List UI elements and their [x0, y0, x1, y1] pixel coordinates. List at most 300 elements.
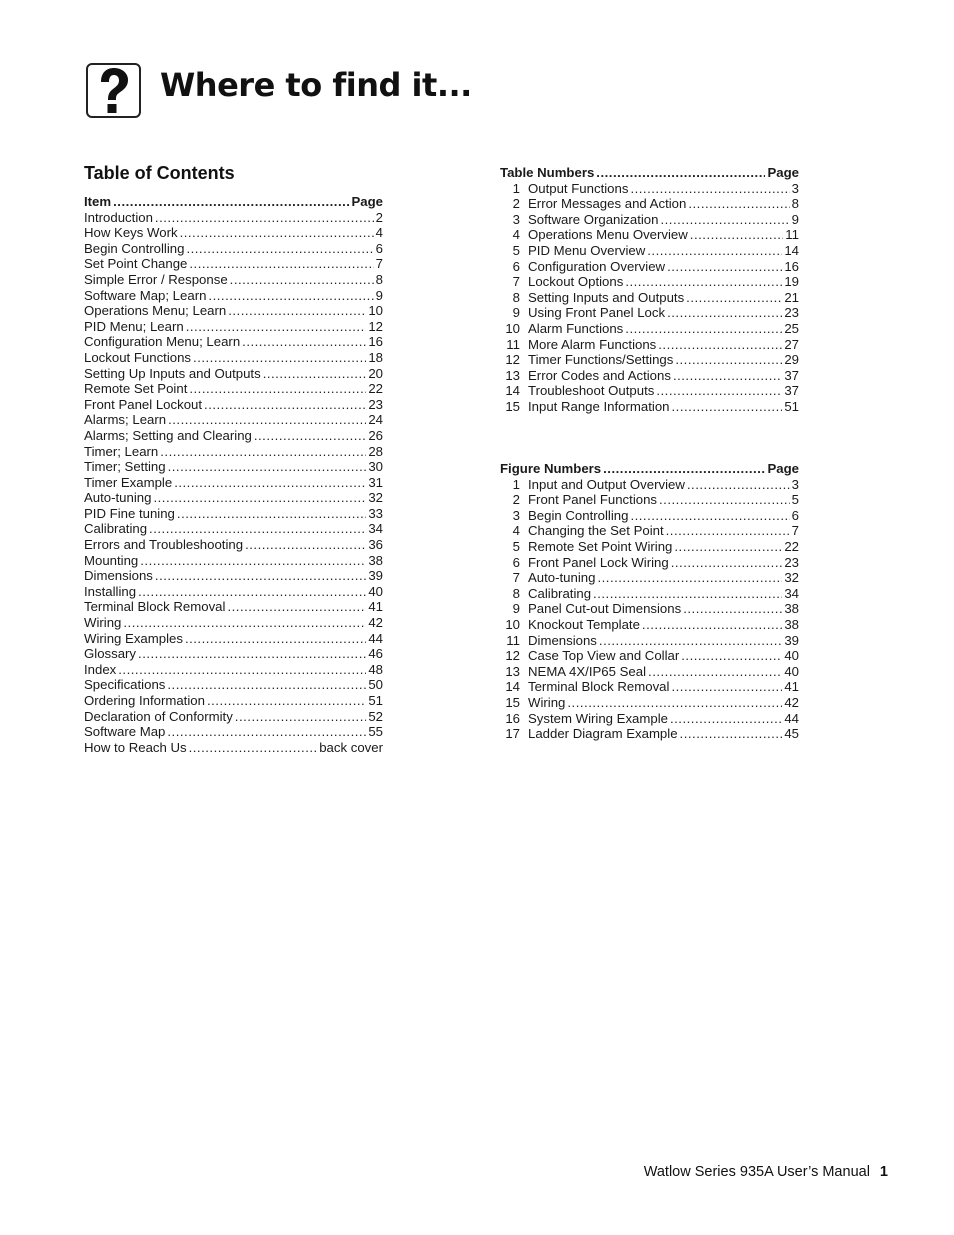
entry-label: Input Range Information	[528, 398, 670, 414]
dot-leader	[647, 243, 782, 259]
table-page-column-header: Page	[767, 165, 799, 180]
figure-entry	[500, 523, 799, 539]
entry-number: 2	[512, 196, 520, 212]
entry-page: 16	[784, 258, 799, 274]
entry-label: Mounting	[84, 552, 139, 568]
entry-label: Front Panel Lockout	[84, 396, 203, 412]
entry-number: 7	[512, 274, 520, 290]
entry-label: Software Organization	[528, 211, 659, 227]
dot-leader	[660, 212, 789, 228]
figure-entry	[500, 664, 799, 680]
entry-page: 50	[368, 677, 383, 693]
toc-entry	[84, 225, 383, 241]
figure-numbers-column-header: Figure Numbers	[500, 461, 602, 476]
entry-number: 12	[505, 648, 520, 664]
entry-page: 52	[368, 708, 383, 724]
entry-label: NEMA 4X/IP65 Seal	[528, 663, 647, 679]
table-numbers-column-header: Table Numbers	[500, 165, 595, 180]
entry-page: 4	[375, 225, 383, 241]
entry-label: Error Codes and Actions	[528, 367, 671, 383]
entry-label: Output Functions	[528, 180, 629, 196]
dot-leader	[204, 397, 366, 413]
figure-entry	[500, 570, 799, 586]
entry-page: 32	[784, 570, 799, 586]
entry-page: 24	[368, 412, 383, 428]
entry-page: 2	[375, 209, 383, 225]
entry-label: Index	[84, 661, 117, 677]
entry-page: 18	[368, 349, 383, 365]
dot-leader	[177, 506, 366, 522]
figure-entry	[500, 695, 799, 711]
dot-leader	[189, 740, 318, 756]
dot-leader	[597, 570, 782, 586]
dot-leader	[659, 492, 790, 508]
entry-label: Terminal Block Removal	[528, 679, 670, 695]
entry-page: 48	[368, 661, 383, 677]
entry-label: Alarms; Setting and Clearing	[84, 427, 252, 443]
toc-entry	[84, 381, 383, 397]
figure-page-column-header: Page	[767, 461, 799, 476]
dot-leader	[603, 461, 765, 477]
dot-leader	[149, 521, 366, 537]
entry-page: 8	[375, 271, 383, 287]
dot-leader	[675, 352, 782, 368]
dot-leader	[630, 508, 789, 524]
entry-label: More Alarm Functions	[528, 336, 657, 352]
entry-page: 40	[368, 583, 383, 599]
dot-leader	[593, 586, 782, 602]
dot-leader	[113, 194, 349, 210]
entry-label: Simple Error / Response	[84, 271, 228, 287]
entry-label: Setting Up Inputs and Outputs	[84, 365, 261, 381]
dot-leader	[242, 334, 366, 350]
entry-page: 41	[368, 599, 383, 615]
toc-entry	[84, 506, 383, 522]
entry-label: Input and Output Overview	[528, 476, 685, 492]
entry-page: 10	[368, 303, 383, 319]
entry-label: Operations Menu Overview	[528, 227, 688, 243]
figure-entry	[500, 508, 799, 524]
figure-entry	[500, 648, 799, 664]
figure-entry	[500, 555, 799, 571]
entry-page: 28	[368, 443, 383, 459]
entry-page: 37	[784, 367, 799, 383]
dot-leader	[596, 165, 765, 181]
entry-label: Error Messages and Action	[528, 196, 687, 212]
dot-leader	[140, 553, 366, 569]
dot-leader	[670, 711, 782, 727]
dot-leader	[189, 256, 373, 272]
entry-label: Glossary	[84, 646, 137, 662]
entry-page: 19	[784, 274, 799, 290]
entry-page: 26	[368, 427, 383, 443]
entry-number: 4	[512, 523, 520, 539]
entry-page: 6	[791, 507, 799, 523]
entry-number: 14	[505, 383, 520, 399]
entry-label: System Wiring Example	[528, 710, 668, 726]
dot-leader	[671, 679, 782, 695]
entry-number: 3	[512, 507, 520, 523]
entry-label: How to Reach Us	[84, 739, 187, 755]
toc-entry	[84, 615, 383, 631]
toc-entry	[84, 428, 383, 444]
entry-label: Ladder Diagram Example	[528, 726, 678, 742]
table-numbers-header-row	[500, 165, 799, 181]
entry-label: Timer Functions/Settings	[528, 352, 674, 368]
table-entry	[500, 227, 799, 243]
dot-leader	[687, 477, 790, 493]
dot-leader	[674, 539, 782, 555]
entry-label: Changing the Set Point	[528, 523, 664, 539]
figure-entry	[500, 679, 799, 695]
entry-page: 22	[368, 381, 383, 397]
toc-entry	[84, 256, 383, 272]
table-entry	[500, 196, 799, 212]
entry-label: PID Menu Overview	[528, 242, 646, 258]
dot-leader	[673, 368, 782, 384]
dot-leader	[180, 225, 374, 241]
figure-entry	[500, 492, 799, 508]
entry-page: 6	[375, 240, 383, 256]
entry-label: Front Panel Functions	[528, 492, 658, 508]
dot-leader	[174, 475, 366, 491]
table-entry	[500, 212, 799, 228]
toc-entry	[84, 599, 383, 615]
figure-entry	[500, 617, 799, 633]
entry-number: 7	[512, 570, 520, 586]
entry-label: Remote Set Point Wiring	[528, 538, 673, 554]
table-entry	[500, 368, 799, 384]
entry-number: 1	[512, 476, 520, 492]
entry-page: 34	[368, 521, 383, 537]
entry-label: Calibrating	[84, 521, 148, 537]
toc-entry	[84, 537, 383, 553]
toc-entry	[84, 677, 383, 693]
dot-leader	[666, 523, 790, 539]
entry-label: Front Panel Lock Wiring	[528, 554, 669, 570]
figure-entry	[500, 586, 799, 602]
entry-page: 7	[791, 523, 799, 539]
toc-entry	[84, 475, 383, 491]
toc-entry	[84, 272, 383, 288]
toc-entry	[84, 631, 383, 647]
page-number: 1	[879, 1164, 888, 1180]
dot-leader	[690, 227, 784, 243]
entry-number: 17	[505, 726, 520, 742]
dot-leader	[186, 319, 367, 335]
entry-page: 44	[368, 630, 383, 646]
entry-label: Lockout Functions	[84, 349, 192, 365]
table-entry	[500, 383, 799, 399]
dot-leader	[168, 459, 367, 475]
dot-leader	[138, 646, 366, 662]
entry-label: Auto-tuning	[84, 490, 152, 506]
dot-leader	[667, 305, 782, 321]
entry-page: 42	[784, 694, 799, 710]
dot-leader	[667, 259, 782, 275]
toc-entry	[84, 740, 383, 756]
dot-leader	[254, 428, 366, 444]
figure-numbers-header-row	[500, 461, 799, 477]
toc-entry	[84, 210, 383, 226]
entry-page: 23	[368, 396, 383, 412]
entry-number: 10	[505, 616, 520, 632]
dot-leader	[168, 412, 366, 428]
dot-leader	[648, 664, 782, 680]
entry-page: 20	[368, 365, 383, 381]
dot-leader	[683, 601, 782, 617]
toc-entry	[84, 662, 383, 678]
entry-number: 14	[505, 679, 520, 695]
entry-page: 23	[784, 554, 799, 570]
entry-label: Errors and Troubleshooting	[84, 537, 244, 553]
entry-label: How Keys Work	[84, 225, 178, 241]
entry-page: 30	[368, 459, 383, 475]
entry-number: 8	[512, 289, 520, 305]
dot-leader	[153, 490, 366, 506]
entry-number: 15	[505, 694, 520, 710]
entry-label: Software Map	[84, 724, 166, 740]
entry-label: Panel Cut-out Dimensions	[528, 601, 682, 617]
toc-list	[84, 194, 383, 755]
entry-number: 16	[505, 710, 520, 726]
entry-label: Introduction	[84, 209, 153, 225]
question-mark-glyph	[92, 66, 136, 116]
dot-leader	[228, 303, 366, 319]
entry-label: Set Point Change	[84, 256, 188, 272]
entry-label: Timer; Learn	[84, 443, 159, 459]
toc-header-row	[84, 194, 383, 210]
entry-number: 11	[506, 336, 520, 352]
dot-leader	[207, 693, 366, 709]
toc-entry	[84, 553, 383, 569]
entry-label: Alarm Functions	[528, 320, 624, 336]
entry-label: Wiring Examples	[84, 630, 183, 646]
manual-title: Watlow Series 935A User’s Manual	[643, 1164, 870, 1180]
dot-leader	[625, 321, 782, 337]
entry-page: 23	[784, 305, 799, 321]
dot-leader	[155, 210, 374, 226]
entry-label: Calibrating	[528, 585, 592, 601]
page-title: Where to find it...	[160, 66, 472, 104]
entry-page: 16	[368, 334, 383, 350]
entry-page: 46	[368, 646, 383, 662]
figure-entry	[500, 601, 799, 617]
dot-leader	[189, 381, 366, 397]
entry-page: 8	[791, 196, 799, 212]
entry-page: 39	[368, 568, 383, 584]
toc-entry	[84, 459, 383, 475]
toc-entry	[84, 288, 383, 304]
entry-page: 37	[784, 383, 799, 399]
dot-leader	[688, 196, 789, 212]
toc-entry	[84, 693, 383, 709]
entry-label: Using Front Panel Lock	[528, 305, 666, 321]
dot-leader	[230, 272, 374, 288]
entry-number: 6	[512, 258, 520, 274]
entry-number: 13	[505, 663, 520, 679]
entry-number: 2	[512, 492, 520, 508]
dot-leader	[656, 383, 782, 399]
toc-entry	[84, 397, 383, 413]
entry-page: 45	[784, 726, 799, 742]
toc-entry	[84, 584, 383, 600]
entry-page: 38	[784, 601, 799, 617]
toc-item-column-header: Item	[84, 194, 112, 209]
figure-entry	[500, 726, 799, 742]
dot-leader	[208, 288, 373, 304]
figure-entry	[500, 633, 799, 649]
table-entry	[500, 181, 799, 197]
entry-page: 41	[784, 679, 799, 695]
entry-label: Alarms; Learn	[84, 412, 167, 428]
entry-number: 10	[505, 320, 520, 336]
toc-entry	[84, 319, 383, 335]
table-entry	[500, 274, 799, 290]
dot-leader	[185, 631, 366, 647]
entry-label: Begin Controlling	[528, 507, 629, 523]
question-mark-icon	[86, 63, 141, 118]
entry-page: 36	[368, 537, 383, 553]
dot-leader	[123, 615, 366, 631]
table-entry	[500, 259, 799, 275]
dot-leader	[567, 695, 782, 711]
table-entry	[500, 399, 799, 415]
entry-number: 5	[512, 242, 520, 258]
toc-page-column-header: Page	[351, 194, 383, 209]
entry-label: Troubleshoot Outputs	[528, 383, 655, 399]
entry-number: 13	[505, 367, 520, 383]
toc-entry	[84, 334, 383, 350]
figure-entry	[500, 477, 799, 493]
entry-label: Installing	[84, 583, 137, 599]
table-entry	[500, 290, 799, 306]
dot-leader	[235, 709, 367, 725]
dot-leader	[642, 617, 782, 633]
entry-page: 29	[784, 352, 799, 368]
entry-page: 25	[784, 320, 799, 336]
entry-page: 51	[784, 398, 799, 414]
toc-entry	[84, 366, 383, 382]
entry-page: 11	[785, 227, 799, 243]
toc-entry	[84, 568, 383, 584]
entry-label: PID Menu; Learn	[84, 318, 184, 334]
dot-leader	[167, 724, 366, 740]
dot-leader	[138, 584, 366, 600]
entry-page: 12	[368, 318, 383, 334]
entry-page: 32	[368, 490, 383, 506]
entry-label: Case Top View and Collar	[528, 648, 680, 664]
toc-entry	[84, 412, 383, 428]
dot-leader	[160, 444, 366, 460]
table-entry	[500, 305, 799, 321]
toc-entry	[84, 444, 383, 460]
entry-page: 22	[784, 538, 799, 554]
entry-label: Dimensions	[528, 632, 597, 648]
dot-leader	[186, 241, 373, 257]
entry-page: 40	[784, 663, 799, 679]
entry-page: 14	[784, 242, 799, 258]
dot-leader	[681, 648, 782, 664]
entry-page: 3	[791, 476, 799, 492]
entry-number: 12	[505, 352, 520, 368]
entry-label: Knockout Template	[528, 616, 640, 632]
entry-number: 1	[512, 180, 520, 196]
dot-leader	[680, 726, 783, 742]
entry-page: 31	[368, 474, 383, 490]
entry-label: Terminal Block Removal	[84, 599, 226, 615]
entry-label: Configuration Menu; Learn	[84, 334, 241, 350]
entry-page: 51	[368, 693, 383, 708]
dot-leader	[155, 568, 366, 584]
entry-label: Setting Inputs and Outputs	[528, 289, 685, 305]
entry-number: 9	[512, 305, 520, 321]
entry-number: 4	[512, 227, 520, 243]
entry-label: Timer Example	[84, 474, 173, 490]
table-entry	[500, 243, 799, 259]
figure-numbers-list	[500, 461, 799, 742]
entry-number: 3	[512, 211, 520, 227]
entry-label: Wiring	[528, 694, 566, 710]
entry-label: Remote Set Point	[84, 381, 188, 397]
entry-label: Lockout Options	[528, 274, 624, 290]
entry-page: 21	[784, 289, 799, 305]
dot-leader	[263, 366, 367, 382]
entry-page: 44	[784, 710, 799, 726]
entry-page: 27	[784, 336, 799, 352]
dot-leader	[599, 633, 782, 649]
entry-label: Ordering Information	[84, 693, 205, 708]
entry-number: 8	[512, 585, 520, 601]
figure-entry	[500, 539, 799, 555]
table-entry	[500, 337, 799, 353]
dot-leader	[671, 555, 783, 571]
entry-label: PID Fine tuning	[84, 505, 175, 521]
dot-leader	[118, 662, 366, 678]
entry-page: 42	[368, 615, 383, 631]
entry-page: 9	[791, 211, 799, 227]
dot-leader	[625, 274, 782, 290]
toc-heading: Table of Contents	[84, 163, 235, 183]
table-entry	[500, 352, 799, 368]
entry-page: 55	[368, 724, 383, 740]
toc-entry	[84, 350, 383, 366]
entry-label: Operations Menu; Learn	[84, 303, 227, 319]
toc-entry	[84, 724, 383, 740]
dot-leader	[672, 399, 783, 415]
entry-label: Wiring	[84, 615, 122, 631]
toc-entry	[84, 646, 383, 662]
dot-leader	[167, 677, 366, 693]
entry-number: 11	[506, 632, 520, 648]
entry-label: Begin Controlling	[84, 240, 185, 256]
dot-leader	[630, 181, 789, 197]
entry-page: 3	[791, 180, 799, 196]
entry-page: 9	[375, 287, 383, 303]
entry-page: 38	[784, 616, 799, 632]
dot-leader	[193, 350, 366, 366]
entry-label: Auto-tuning	[528, 570, 596, 586]
entry-label: Declaration of Conformity	[84, 708, 233, 724]
toc-entry	[84, 490, 383, 506]
entry-number: 5	[512, 538, 520, 554]
table-entry	[500, 321, 799, 337]
entry-label: Configuration Overview	[528, 258, 666, 274]
dot-leader	[658, 337, 782, 353]
dot-leader	[227, 599, 366, 615]
entry-page: 40	[784, 648, 799, 664]
entry-label: Software Map; Learn	[84, 287, 207, 303]
